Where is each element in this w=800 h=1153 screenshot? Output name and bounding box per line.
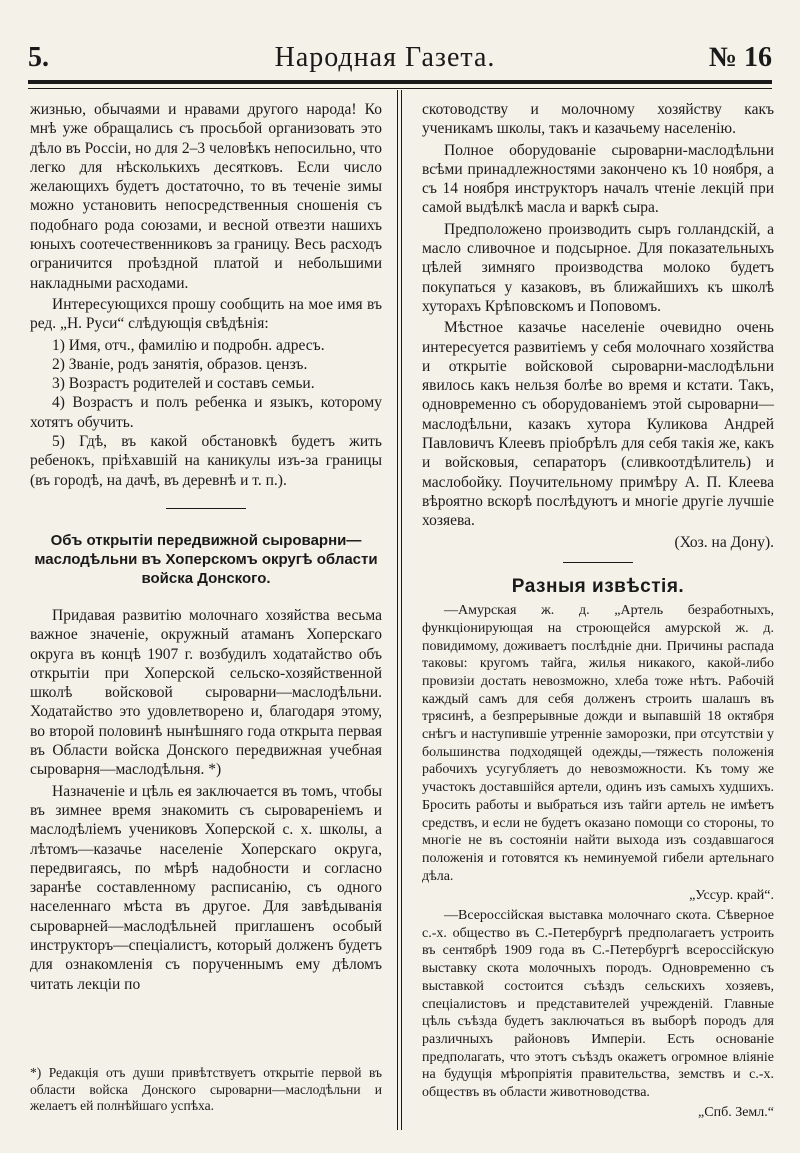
- column-divider: [397, 90, 398, 1130]
- paragraph: Мѣстное казачье населеніе очевидно очень интересуется развитіемъ у себя молочнаго хозяйства и открытіе войсковой сыроварни-маслодѣльни явилось какъ нельзя болѣе во время и кстати. Такъ, одновременно съ оборудованіемъ этой сыроварни—маслодѣльни, казакъ хутора Куликова Андрей Павловичъ Клеевъ пріобрѣлъ для себя такія же, какъ и войсковыя, сепараторъ (сливкоотдѣлитель) и маслобойку. Поучительному примѣру А. П. Клеева вѣроятно вскорѣ послѣдуютъ и многіе другіе лучшіе хозяева.: [422, 319, 774, 530]
- column-divider-second: [401, 90, 402, 1130]
- section-title: Разныя извѣстія.: [511, 575, 685, 597]
- source-attribution: „Спб. Земл.“: [698, 1104, 774, 1120]
- footnote: *) Редакція отъ души привѣтствуетъ открытіе первой въ области войска Донского сыроварни—маслодѣльни и желаетъ ей полнѣйшаго успѣха.: [30, 1065, 382, 1113]
- left-column: [30, 100, 382, 996]
- header-rule-thin: [28, 88, 772, 89]
- article-title: Объ открытіи передвижной сыроварни—маслодѣльни въ Хоперскомъ округѣ области войска Донского.: [34, 531, 378, 587]
- list-item: 4) Возрастъ и полъ ребенка и языкъ, которому хотятъ обучить.: [30, 394, 382, 431]
- paragraph: Предположено производить сыръ голландскій, а масло сливочное и подсырное. Для показательныхъ цѣлей зимняго производства молоко будетъ покупаться у казаковъ, въ ближайшихъ къ школѣ хуторахъ Крѣповскомъ и Поповомъ.: [422, 220, 774, 315]
- news-item: —Всероссійская выставка молочнаго скота. Сѣверное с.-х. общество въ С.-Петербургѣ предполагаетъ устроить въ сентябрѣ 1909 года въ С.-Петербургѣ всероссійскую выставку скота молочныхъ породъ. Одновременно съ выставкой состоится съѣздъ сельскихъ хозяевъ, спеціалистовъ и представителей учрежденій. Главные цѣль съѣзда будетъ заключаться въ выборѣ породъ для различныхъ районовъ Имперіи. Есть основаніе предполагать, что этотъ съѣздъ окажетъ огромное вліяніе на будущія мѣропріятія правительства, земствъ и с.-х. обществъ въ области животноводства.: [422, 908, 774, 1101]
- list-item: 3) Возрастъ родителей и составъ семьи.: [52, 375, 315, 393]
- paragraph: скотоводству и молочному хозяйству какъ ученикамъ школы, такъ и казачьему населенію.: [422, 101, 774, 138]
- issue-number: № 16: [708, 42, 772, 73]
- page-header: [28, 38, 772, 78]
- paragraph: Интересующихся прошу сообщить на мое имя въ ред. „Н. Руси“ слѣдующія свѣдѣнія:: [30, 295, 382, 333]
- list-item: 1) Имя, отч., фамилію и подробн. адресъ.: [52, 336, 325, 354]
- source-attribution: (Хоз. на Дону).: [674, 533, 774, 551]
- paragraph: жизнью, обычаями и нравами другого народа! Ко мнѣ уже обращались съ просьбой организовать это дѣло въ Россіи, но для 2–3 человѣкъ непосильно, что легко для нѣсколькихъ десятковъ. Если число желающихъ будетъ достаточно, то въ теченіе зимы можно установить непосредственныя сношенія съ подобнаго рода союзами, и весной отвезти нашихъ юныхъ соотечественниковъ за границу. Весь расходъ ограничится проѣздной платой и небольшими накладными расходами.: [30, 101, 382, 292]
- page-number: 5.: [28, 42, 49, 73]
- paragraph: Полное оборудованіе сыроварни-маслодѣльни всѣми принадлежностями закончено къ 10 ноября, а съ 14 ноября инструкторъ началъ чтеніе лекцій при самой выдѣлкѣ масла и варкѣ сыра.: [422, 141, 774, 217]
- list-item: 5) Гдѣ, въ какой обстановкѣ будетъ жить ребенокъ, пріѣхавшій на каникулы изъ-за границы (въ городѣ, на дачѣ, въ деревнѣ и т. п.).: [30, 433, 382, 489]
- header-rule-thick: [28, 80, 772, 84]
- list-item: 2) Званіе, родъ занятія, образов. цензъ.: [52, 355, 308, 373]
- paragraph: Назначеніе и цѣль ея заключается въ томъ, чтобы въ зимнее время знакомить съ сыровареніемъ и маслодѣліемъ учениковъ Хоперской с. х. школы, а лѣтомъ—казачье населеніе Хоперскаго округа, передвигаясь, по мѣрѣ надобности и согласно заранѣе составленному расписанію, съ одного населеннаго мѣста въ другое. Для завѣдыванія сыроварней—маслодѣльней приглашенъ особый инструкторъ—спеціалистъ, который долженъ будетъ для ознакомленія съ порученнымъ ему дѣломъ читать лекціи по: [30, 782, 382, 993]
- newspaper-title: Народная Газета.: [274, 42, 496, 73]
- news-item: —Амурская ж. д. „Артель безработныхъ, функціонирующая на строющейся амурской ж. д. повидимому, доживаетъ послѣдніе дни. Причины распада таковы: кругомъ тайга, жилья никакого, какой-либо провизіи достать невозможно, хлеба тоже нѣтъ. Рабочій каждый самъ для себя долженъ строить шалашъ въ трясинѣ, а безпрерывные дожди и выпавшій 18 октября снѣгъ и наступившіе утренніе заморозки, при отсутствіи у большинства подходящей одежды,—тяжесть положенія рабочихъ усугубляетъ до невозможности. Къ тому же участокъ доставшійся артели, одинъ изъ самыхъ худшихъ. Бросить работы и выбраться изъ тайги артель не имѣетъ средствъ, и если не будетъ оказано помощи со стороны, то многіе не въ состояніи найти выхода изъ создавшагося положенія и готовятся къ неминуемой гибели артельнаго дѣла.: [422, 603, 774, 884]
- source-attribution: „Уссур. край“.: [689, 888, 774, 904]
- section-divider: [563, 562, 633, 563]
- paragraph: Придавая развитію молочнаго хозяйства весьма важное значеніе, окружный атаманъ Хоперскаго округа въ концѣ 1907 г. возбудилъ ходатайство объ открытіи при Хоперской сельско-хозяйственной школѣ войсковой сыроварни—маслодѣльни. Ходатайство это удовлетворено и, благодаря этому, во второй половинѣ нынѣшняго года открыта первая въ Области войска Донского передвижная учебная сыроварня—маслодѣльня. *): [30, 606, 382, 779]
- section-divider: [166, 508, 246, 509]
- right-column: [422, 100, 774, 1124]
